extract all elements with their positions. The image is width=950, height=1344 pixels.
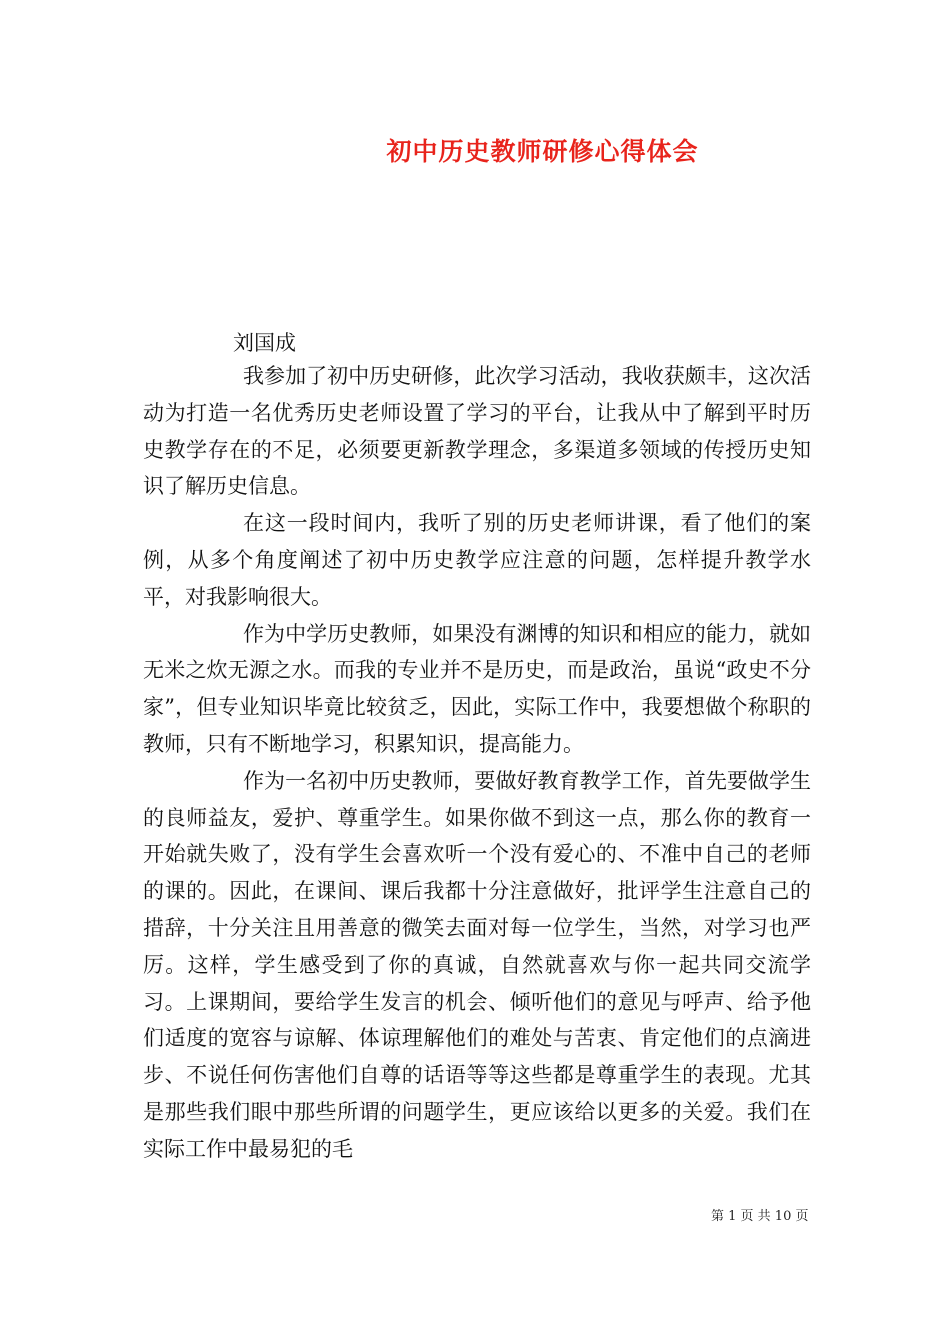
page-number-footer: 第 1 页 共 10 页: [711, 1209, 809, 1224]
document-title-text: 初中历史教师研修心得体会: [386, 137, 699, 166]
document-title: [0, 132, 950, 168]
document-body: [143, 358, 811, 1168]
paragraph: 在这一段时间内，我听了别的历史老师讲课，看了他们的案例，从多个角度阐述了初中历史教学应注意的问题，怎样提升教学水平，对我影响很大。: [143, 511, 811, 609]
paragraph: 作为中学历史教师，如果没有渊博的知识和相应的能力，就如无米之炊无源之水。而我的专业并不是历史，而是政治，虽说“政史不分家”，但专业知识毕竟比较贫乏，因此，实际工作中，我要想做个称职的教师，只有不断地学习，积累知识，提高能力。: [143, 621, 811, 756]
paragraph: 我参加了初中历史研修，此次学习活动，我收获颇丰，这次活动为打造一名优秀历史老师设置了学习的平台，让我从中了解到平时历史教学存在的不足，必须要更新教学理念，多渠道多领域的传授历史知识了解历史信息。: [143, 364, 811, 499]
author-name: 刘国成: [233, 331, 296, 355]
paragraph: 作为一名初中历史教师，要做好教育教学工作，首先要做学生的良师益友，爱护、尊重学生。如果你做不到这一点，那么你的教育一开始就失败了，没有学生会喜欢听一个没有爱心的、不准中自己的老师的课的。因此，在课间、课后我都十分注意做好，批评学生注意自己的措辞，十分关注且用善意的微笑去面对每一位学生，当然，对学习也严厉。这样，学生感受到了你的真诚，自然就喜欢与你一起共同交流学习。上课期间，要给学生发言的机会、倾听他们的意见与呼声、给予他们适度的宽容与谅解、体谅理解他们的难处与苦衷、肯定他们的点滴进步、不说任何伤害他们自尊的话语等等这些都是尊重学生的表现。尤其是那些我们眼中那些所谓的问题学生，更应该给以更多的关爱。我们在实际工作中最易犯的毛: [143, 768, 811, 1161]
